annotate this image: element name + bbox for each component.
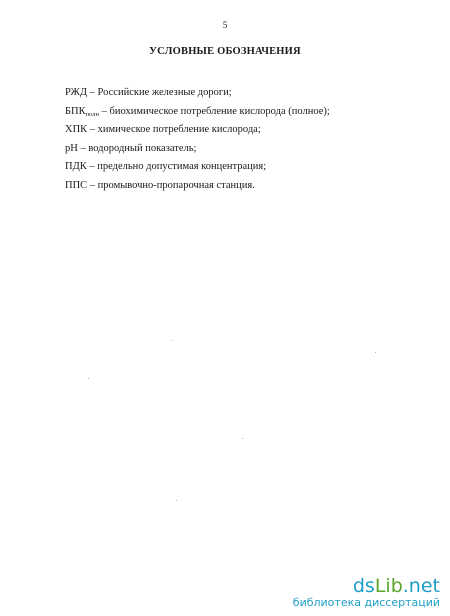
scan-speck bbox=[172, 340, 173, 341]
abbreviation-item-rzhd bbox=[65, 84, 330, 103]
abbreviation-item-pdk bbox=[65, 158, 330, 177]
scan-speck bbox=[375, 352, 376, 353]
page-title: УСЛОВНЫЕ ОБОЗНАЧЕНИЯ bbox=[149, 46, 301, 57]
abbreviation-definition: – химическое потребление кислорода; bbox=[87, 124, 261, 136]
scan-speck bbox=[88, 378, 89, 379]
abbreviation-definition: – водородный показатель; bbox=[77, 142, 197, 154]
abbreviation-term: РЖД bbox=[65, 87, 88, 98]
watermark-tagline: библиотека диссертаций bbox=[292, 596, 440, 609]
abbreviation-list bbox=[65, 84, 330, 196]
abbreviation-definition: – предельно допустимая концентрация; bbox=[86, 161, 267, 173]
scan-speck bbox=[176, 500, 177, 501]
watermark-logo-ds: ds bbox=[352, 575, 375, 597]
scan-speck bbox=[242, 438, 243, 439]
abbreviation-item-hpk bbox=[65, 121, 330, 140]
abbreviation-term: ППС bbox=[65, 179, 88, 191]
abbreviation-item-pps bbox=[65, 177, 330, 196]
watermark-logo bbox=[293, 576, 440, 596]
abbreviation-term: ПДК bbox=[65, 161, 87, 173]
abbreviation-term: рН bbox=[65, 142, 78, 154]
abbreviation-term: ХПК bbox=[65, 124, 88, 136]
abbreviation-term: БПК bbox=[65, 105, 86, 117]
watermark-logo-net: .net bbox=[402, 575, 440, 597]
page-number: 5 bbox=[222, 20, 228, 30]
abbreviation-definition: – промывочно-пропарочная станция. bbox=[87, 179, 255, 191]
watermark-logo-lib: Lib bbox=[374, 575, 403, 597]
abbreviation-definition: – биохимическое потребление кислорода (полное); bbox=[99, 105, 330, 117]
abbreviation-definition: – Российские железные дороги; bbox=[87, 87, 232, 98]
abbreviation-item-bpk bbox=[65, 103, 330, 122]
dslib-watermark bbox=[293, 576, 440, 610]
abbreviation-item-ph bbox=[65, 140, 330, 159]
abbreviation-subscript: полн bbox=[85, 110, 99, 118]
